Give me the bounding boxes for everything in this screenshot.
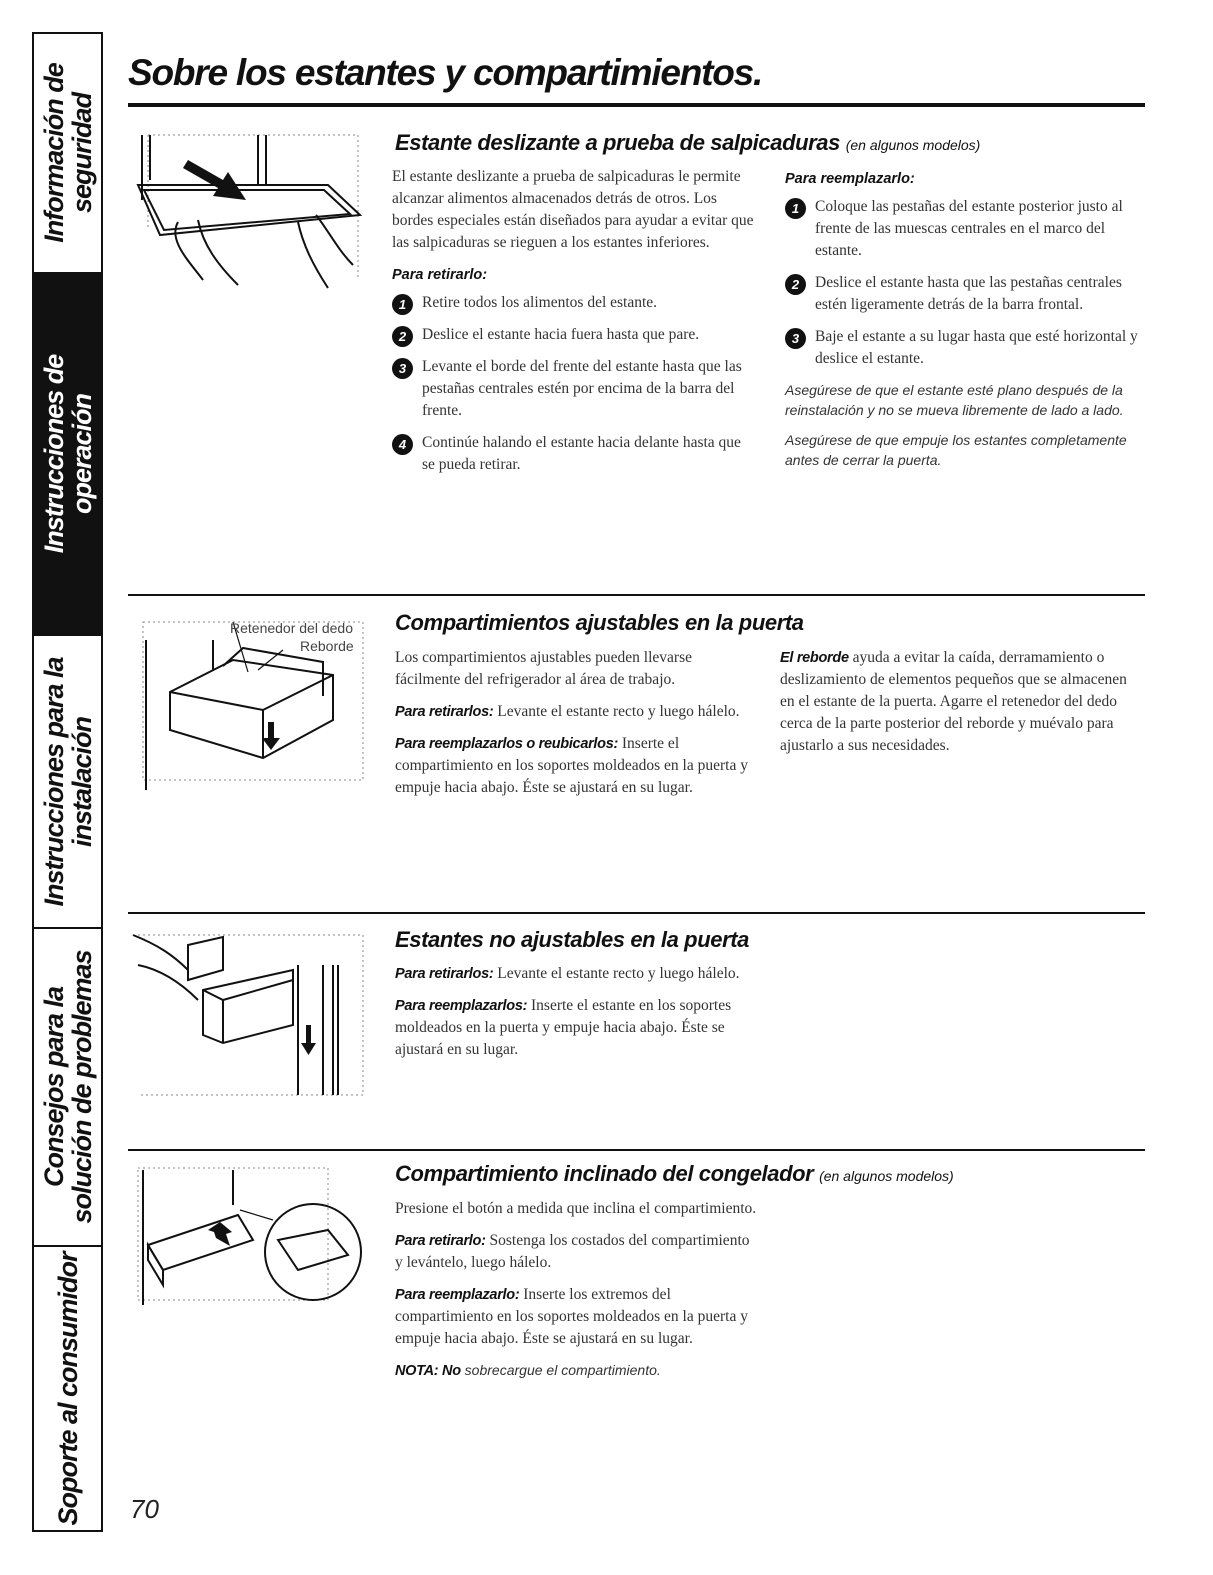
step-number-badge: 2 <box>392 326 413 347</box>
tab-operating-label: Instrucciones de operación <box>38 354 97 554</box>
section1-title-text: Estante deslizante a prueba de salpicaduras <box>395 130 840 155</box>
section4-title-text: Compartimiento inclinado del congelador <box>395 1161 814 1186</box>
callout-finger-retainer: Retenedor del dedo <box>230 620 353 636</box>
step-number-badge: 4 <box>392 434 413 455</box>
replace-step-text: Coloque las pestañas del estante posterior justo al frente de las muescas centrales en el marco del estante. <box>815 198 1123 259</box>
title-rule <box>128 103 1145 107</box>
section3-replace-label: Para reemplazarlos: <box>395 998 528 1014</box>
section4-remove-label: Para retirarlo: <box>395 1233 486 1249</box>
section4-intro: Presione el botón a medida que inclina el compartimiento. <box>395 1200 757 1217</box>
step-number-badge: 3 <box>785 328 806 349</box>
section2-replace <box>395 733 760 799</box>
tilt-bin-illustration <box>128 1160 373 1315</box>
tab-troubleshooting-label: Consejos para la solución de problemas <box>38 950 97 1224</box>
step-number-badge: 1 <box>392 294 413 315</box>
section-divider <box>128 912 1145 914</box>
section4-nota-label: NOTA: No <box>395 1363 461 1379</box>
section2-remove-label: Para retirarlos: <box>395 704 494 720</box>
tab-safety-information[interactable] <box>34 34 101 274</box>
section3-remove-label: Para retirarlos: <box>395 966 494 982</box>
sliding-shelf-illustration <box>128 130 373 295</box>
page-number: 70 <box>130 1494 159 1524</box>
section2-rim <box>780 647 1140 757</box>
section3-remove-text: Levante el estante recto y luego hálelo. <box>493 965 740 982</box>
section3-title: Estantes no ajustables en la puerta <box>395 927 750 952</box>
remove-step <box>392 292 754 314</box>
section2-rim-text: ayuda a evitar la caída, derramamiento o deslizamiento de elementos pequeños que se almacenen en el estante de la puerta. Agarre el retenedor del dedo cerca de la parte posterior del reborde y muévalo para ajustarlo a sus necesidades. <box>780 649 1127 754</box>
section3-replace <box>395 995 760 1061</box>
section1-right-column <box>785 168 1145 480</box>
section1-intro: El estante deslizante a prueba de salpicaduras le permite alcanzar alimentos almacenados detrás de otros. Los bordes especiales están diseñados para ayudar a evitar que las salpicaduras se rieguen a los estantes inferiores. <box>392 168 754 251</box>
section-divider <box>128 594 1145 596</box>
section4-replace-label: Para reemplazarlo: <box>395 1287 520 1303</box>
section1-title-note: (en algunos modelos) <box>845 137 981 153</box>
replace-step <box>785 196 1145 262</box>
section2-right-column <box>780 647 1140 767</box>
tab-operating-instructions[interactable] <box>34 274 101 636</box>
step-number-badge: 1 <box>785 198 806 219</box>
remove-step-text: Levante el borde del frente del estante hasta que las pestañas centrales estén por encima de la barra del frente. <box>422 358 742 419</box>
section2-remove-text: Levante el estante recto y luego hálelo. <box>493 703 740 720</box>
section3-remove <box>395 963 760 985</box>
tab-installation-instructions[interactable] <box>34 636 101 929</box>
section-divider <box>128 1149 1145 1151</box>
section1-note-flat: Asegúrese de que el estante esté plano después de la reinstalación y no se mueva libremente de lado a lado. <box>785 382 1124 418</box>
tab-consumer-support[interactable] <box>34 1247 101 1530</box>
tab-safety-label: Información de seguridad <box>38 63 97 243</box>
section4-column <box>395 1198 760 1391</box>
section2-remove <box>395 701 760 723</box>
remove-step-text: Retire todos los alimentos del estante. <box>422 294 658 311</box>
step-number-badge: 2 <box>785 274 806 295</box>
section1-note-push: Asegúrese de que empuje los estantes completamente antes de cerrar la puerta. <box>785 432 1127 468</box>
callout-rim: Reborde <box>300 638 354 654</box>
remove-step-text: Deslice el estante hacia fuera hasta que pare. <box>422 326 700 343</box>
replace-step <box>785 326 1145 370</box>
section2-intro: Los compartimientos ajustables pueden llevarse fácilmente del refrigerador al área de trabajo. <box>395 649 692 688</box>
section1-remove-heading: Para retirarlo: <box>392 267 488 283</box>
section4-replace-text: Inserte los extremos del compartimiento en los soportes moldeados en la puerta y empuje hacia abajo. Éste se ajustará en su lugar. <box>395 1286 748 1347</box>
section4-nota-text: sobrecargue el compartimiento. <box>460 1362 661 1378</box>
section4-remove-text: Sostenga los costados del compartimiento y levántelo, luego hálelo. <box>395 1232 750 1271</box>
tab-consumer-support-label: Soporte al consumidor <box>52 1251 83 1526</box>
page-title: Sobre los estantes y compartimientos. <box>128 52 763 93</box>
tab-troubleshooting-tips[interactable] <box>34 929 101 1247</box>
replace-step-text: Deslice el estante hasta que las pestañas centrales estén ligeramente detrás de la barra frontal. <box>815 274 1122 313</box>
section4-title-note: (en algunos modelos) <box>819 1168 954 1184</box>
remove-step <box>392 356 754 422</box>
section4-replace <box>395 1284 760 1350</box>
section4-nota <box>395 1360 760 1381</box>
remove-step <box>392 324 754 346</box>
fixed-door-shelf-illustration <box>128 925 373 1100</box>
section2-replace-label: Para reemplazarlos o reubicarlos: <box>395 736 619 752</box>
replace-step <box>785 272 1145 316</box>
section4-remove <box>395 1230 760 1274</box>
section1-left-column <box>392 166 754 486</box>
section3-replace-text: Inserte el estante en los soportes moldeados en la puerta y empuje hacia abajo. Éste se ajustará en su lugar. <box>395 997 732 1058</box>
section2-left-column <box>395 647 760 809</box>
remove-step <box>392 432 754 476</box>
remove-step-text: Continúe halando el estante hacia delante hasta que se pueda retirar. <box>422 434 741 473</box>
step-number-badge: 3 <box>392 358 413 379</box>
sidebar-nav <box>32 32 103 1532</box>
replace-step-text: Baje el estante a su lugar hasta que esté horizontal y deslice el estante. <box>815 328 1138 367</box>
adjustable-bin-illustration <box>128 610 373 800</box>
tab-installation-label: Instrucciones para la instalación <box>38 656 97 907</box>
section2-replace-text: Inserte el compartimiento en los soportes moldeados en la puerta y empuje hacia abajo. Éste se ajustará en su lugar. <box>395 735 748 796</box>
section2-rim-label: El reborde <box>780 650 849 666</box>
section1-replace-heading: Para reemplazarlo: <box>785 171 915 187</box>
section1-title <box>395 130 980 156</box>
section4-title <box>395 1161 954 1187</box>
section2-title: Compartimientos ajustables en la puerta <box>395 610 804 635</box>
section3-column <box>395 963 760 1071</box>
